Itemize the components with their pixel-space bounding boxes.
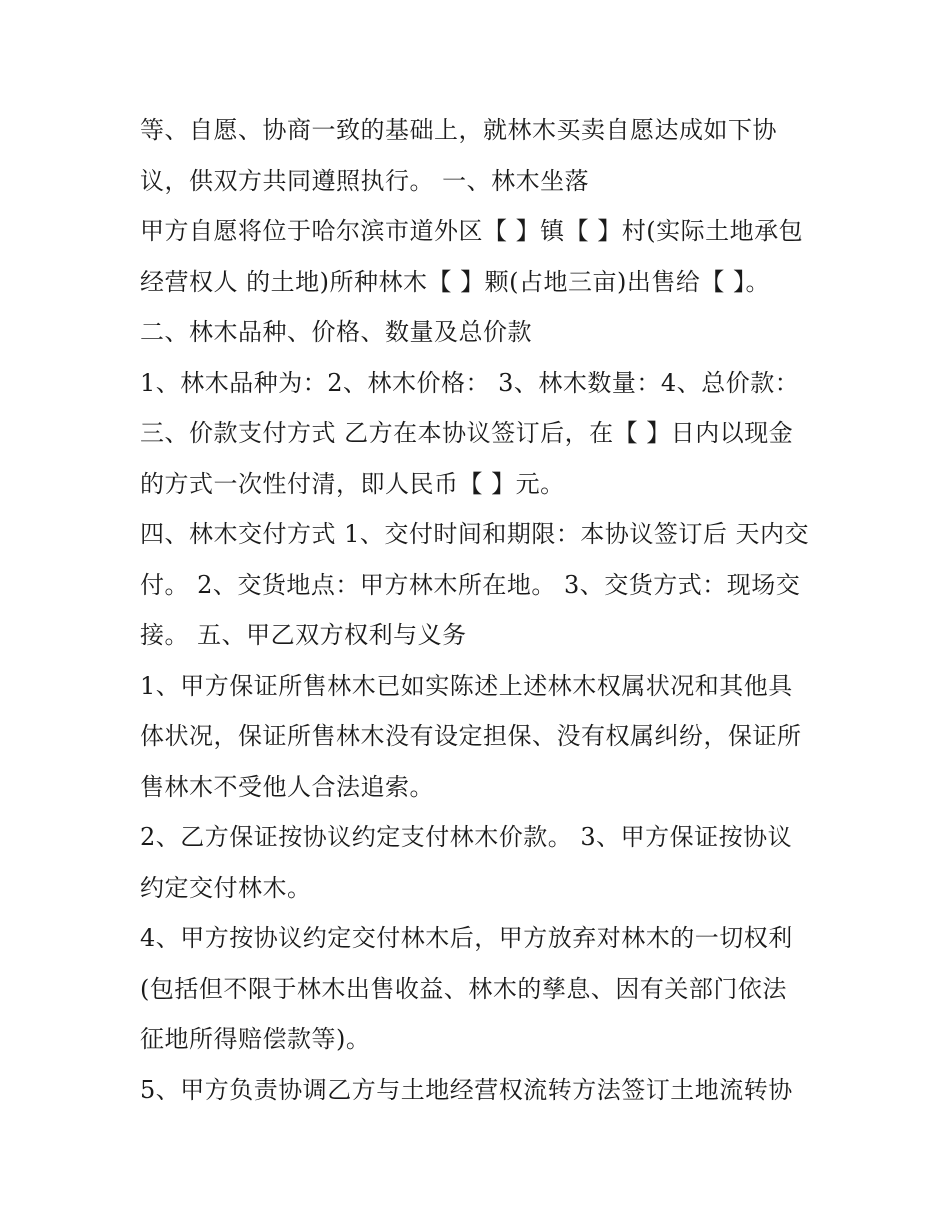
text-line: 售林木不受他人合法追索。 (140, 773, 434, 801)
text-line: 议，供双方共同遵照执行。 一、林木坐落 (140, 167, 590, 195)
text-line: 征地所得赔偿款等)。 (140, 1025, 371, 1053)
text-line: 1、林木品种为：2、林木价格： 3、林木数量：4、总价款： (140, 369, 800, 397)
text-line: 2、乙方保证按协议约定支付林木价款。 3、甲方保证按协议 (140, 823, 793, 851)
text-line: 甲方自愿将位于哈尔滨市道外区【 】镇【 】村(实际土地承包 (140, 217, 804, 245)
text-line: (包括但不限于林木出售收益、林木的孳息、因有关部门依法 (140, 975, 787, 1003)
section-heading: 二、林木品种、价格、数量及总价款 (140, 318, 532, 346)
text-line: 5、甲方负责协调乙方与土地经营权流转方法签订土地流转协 (140, 1076, 793, 1104)
text-line: 4、甲方按协议约定交付林木后，甲方放弃对林木的一切权利 (140, 924, 793, 952)
text-line: 体状况，保证所售林木没有设定担保、没有权属纠纷，保证所 (140, 722, 802, 750)
text-line: 1、甲方保证所售林木已如实陈述上述林木权属状况和其他具 (140, 672, 793, 700)
text-line: 等、自愿、协商一致的基础上，就林木买卖自愿达成如下协 (140, 116, 777, 144)
text-line: 接。 五、甲乙双方权利与义务 (140, 621, 467, 649)
text-line: 四、林木交付方式 1、交付时间和期限：本协议签订后 天内交 (140, 520, 810, 548)
text-line: 的方式一次性付清，即人民币【 】元。 (140, 470, 565, 498)
text-line: 约定交付林木。 (140, 874, 312, 902)
text-line: 三、价款支付方式 乙方在本协议签订后，在【 】日内以现金 (140, 419, 794, 447)
text-line: 付。 2、交货地点：甲方林木所在地。 3、交货方式：现场交 (140, 571, 801, 599)
text-line: 经营权人 的土地)所种林木【 】颗(占地三亩)出售给【 】。 (140, 268, 770, 296)
